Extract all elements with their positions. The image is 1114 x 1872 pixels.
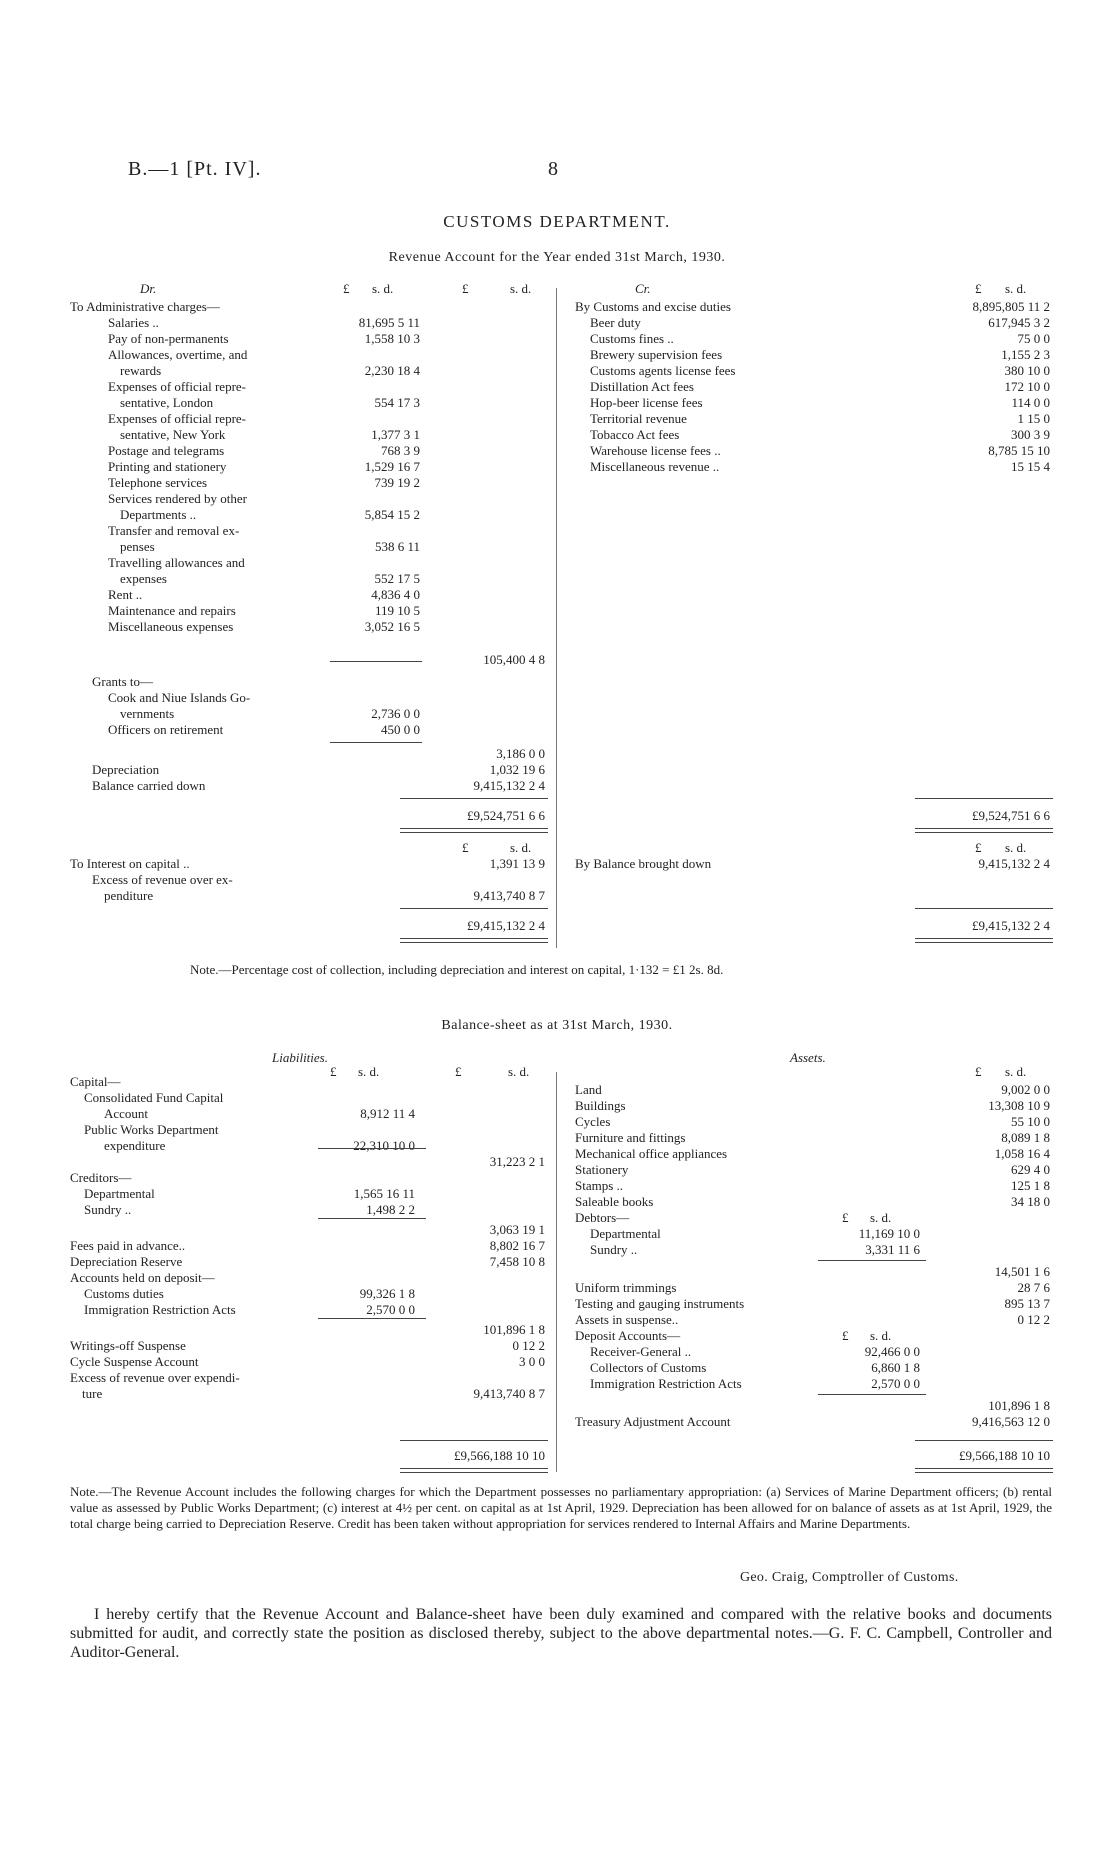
- bs-excess-label-2: ture: [82, 1386, 103, 1401]
- capital-total: 31,223 2 1: [489, 1154, 545, 1169]
- excess-label-2: penditure: [104, 888, 154, 903]
- creditors-total: 3,063 19 1: [489, 1222, 545, 1237]
- liabilities-total: £9,566,188 10 10: [454, 1448, 545, 1463]
- dr-item-amount: 538 6 11: [374, 539, 420, 554]
- dr-item-amount: 1,529 16 7: [364, 459, 420, 474]
- dr-total-rule-top: [400, 798, 548, 799]
- col-sd-4: s. d.: [510, 840, 532, 855]
- cr-item-label: Brewery supervision fees: [590, 347, 723, 362]
- cr-item-amount: 1,155 2 3: [1001, 347, 1050, 362]
- accounts-deposit-heading: Accounts held on deposit—: [70, 1270, 215, 1285]
- dr-item-label-cont: expenses: [120, 571, 167, 586]
- asset-label: Mechanical office appliances: [575, 1146, 728, 1161]
- capital-item-label-cont: expenditure: [104, 1138, 166, 1153]
- bs-col-pound-3: £: [975, 1064, 982, 1079]
- grant-item-amount: 450 0 0: [381, 722, 420, 737]
- creditor-label: Departmental: [84, 1186, 155, 1201]
- col-pound-2: £: [462, 281, 469, 296]
- suspense-amount: 0 12 2: [1017, 1312, 1050, 1327]
- page-number: 8: [548, 158, 559, 180]
- cr-item-amount: 114 0 0: [1011, 395, 1050, 410]
- dr-item-label: Salaries ..: [108, 315, 159, 330]
- col-pound-1: £: [343, 281, 350, 296]
- dr-item-label-cont: penses: [120, 539, 155, 554]
- revenue-account-title: Revenue Account for the Year ended 31st March, 1930.: [388, 250, 726, 265]
- cr-item-amount: 617,945 3 2: [988, 315, 1050, 330]
- grants-heading: Grants to—: [92, 674, 154, 689]
- assets-total: £9,566,188 10 10: [959, 1448, 1050, 1463]
- page-ref: B.—1 [Pt. IV].: [128, 158, 262, 180]
- dr-item-amount: 4,836 4 0: [371, 587, 420, 602]
- dr-item-label: Pay of non-permanents: [108, 331, 229, 346]
- dr-item-label: Expenses of official repre-: [108, 411, 247, 426]
- dr-item-label: Rent ..: [108, 587, 143, 602]
- dr-item-amount: 119 10 5: [374, 603, 420, 618]
- balance-brought-down-label: By Balance brought down: [575, 856, 712, 871]
- cr-item-label: Customs agents license fees: [590, 363, 736, 378]
- cr-item-amount: 8,895,805 11 2: [972, 299, 1050, 314]
- fees-label: Fees paid in advance..: [70, 1238, 186, 1253]
- col-sd-1: s. d.: [372, 281, 394, 296]
- balance-sheet-title: Balance-sheet as at 31st March, 1930.: [441, 1018, 673, 1033]
- deposit-account-label: Immigration Restriction Acts: [84, 1302, 236, 1317]
- asset-label: Land: [575, 1082, 602, 1097]
- col-pound-5: £: [975, 840, 982, 855]
- creditors-heading: Creditors—: [70, 1170, 132, 1185]
- admin-subtotal-rule: [330, 661, 422, 662]
- capital-item-label: Public Works Department: [84, 1122, 219, 1137]
- dr-item-label: Printing and stationery: [108, 459, 227, 474]
- dr-item-amount: 552 17 5: [374, 571, 420, 586]
- capital-item-label-cont: Account: [104, 1106, 149, 1121]
- asset-amount: 125 1 8: [1011, 1178, 1050, 1193]
- deposit-amount: 6,860 1 8: [871, 1360, 920, 1375]
- dr-item-label: Miscellaneous expenses: [108, 619, 234, 634]
- asset-amount: 13,308 10 9: [988, 1098, 1050, 1113]
- bs-col-pound-1: £: [330, 1064, 337, 1079]
- assets-label: Assets.: [790, 1050, 826, 1065]
- cr-total-rule-top: [915, 798, 1053, 799]
- debtors-col-pound: £: [842, 1210, 849, 1225]
- capital-item-amount: 22,310 10 0: [353, 1138, 415, 1153]
- capital-subtotal-rule: [318, 1148, 426, 1149]
- cr-item-amount: 15 15 4: [1011, 459, 1050, 474]
- signature: Geo. Craig, Comptroller of Customs.: [740, 1570, 959, 1585]
- fees-amount: 8,802 16 7: [489, 1238, 545, 1253]
- testing-amount: 895 13 7: [1004, 1296, 1050, 1311]
- dr-item-label: Expenses of official repre-: [108, 379, 247, 394]
- deposits-subtotal-rule: [818, 1394, 926, 1395]
- asset-amount: 8,089 1 8: [1001, 1130, 1050, 1145]
- dr-item-label-cont: rewards: [120, 363, 162, 378]
- debtor-label: Departmental: [590, 1226, 661, 1241]
- creditors-subtotal-rule: [318, 1218, 426, 1219]
- cr-label: Cr.: [635, 281, 651, 296]
- dr-item-label-cont: sentative, London: [120, 395, 214, 410]
- cr-item-amount: 300 3 9: [1011, 427, 1050, 442]
- dr2-total-double-rule: [400, 938, 548, 943]
- asset-amount: 34 18 0: [1011, 1194, 1050, 1209]
- balance-carried-down-amount: 9,415,132 2 4: [473, 778, 545, 793]
- assets-total-rule-top: [915, 1440, 1053, 1441]
- cr-item-label: Beer duty: [590, 315, 641, 330]
- cr-item-label: By Customs and excise duties: [575, 299, 731, 314]
- cr-total-double-rule: [915, 828, 1053, 833]
- deposit-account-amount: 99,326 1 8: [359, 1286, 415, 1301]
- cr-item-amount: 75 0 0: [1017, 331, 1050, 346]
- asset-amount: 629 4 0: [1011, 1162, 1050, 1177]
- dr-item-amount: 1,558 10 3: [364, 331, 420, 346]
- debtor-label: Sundry ..: [590, 1242, 638, 1257]
- admin-total: 105,400 4 8: [483, 652, 545, 667]
- deposit-account-label: Customs duties: [84, 1286, 164, 1301]
- dr-item-label: Travelling allowances and: [108, 555, 245, 570]
- testing-label: Testing and gauging instruments: [575, 1296, 745, 1311]
- dr-item-label-cont: Departments ..: [120, 507, 197, 522]
- deposits-total: 101,896 1 8: [988, 1398, 1050, 1413]
- writings-off-label: Writings-off Suspense: [70, 1338, 186, 1353]
- dr-item-label: Transfer and removal ex-: [108, 523, 240, 538]
- debtors-col-sd: s. d.: [870, 1210, 892, 1225]
- deposit-label: Immigration Restriction Acts: [590, 1376, 742, 1391]
- accounts-subtotal-rule: [318, 1318, 426, 1319]
- dr-grand-total: £9,524,751 6 6: [467, 808, 545, 823]
- dr-total-double-rule: [400, 828, 548, 833]
- capital-item-amount: 8,912 11 4: [360, 1106, 415, 1121]
- balance-carried-down-label: Balance carried down: [92, 778, 206, 793]
- asset-label: Stamps ..: [575, 1178, 624, 1193]
- grants-subtotal-rule: [330, 742, 422, 743]
- depreciation-amount: 1,032 19 6: [489, 762, 545, 777]
- deposit-label: Receiver-General ..: [590, 1344, 692, 1359]
- liabilities-label: Liabilities.: [272, 1050, 328, 1065]
- cr-item-label: Distillation Act fees: [590, 379, 694, 394]
- creditor-amount: 1,565 16 11: [353, 1186, 415, 1201]
- dr-item-amount: 5,854 15 2: [364, 507, 420, 522]
- capital-item-label: Consolidated Fund Capital: [84, 1090, 224, 1105]
- cr-item-label: Hop-beer license fees: [590, 395, 703, 410]
- liab-total-double-rule: [400, 1468, 548, 1473]
- debtors-subtotal-rule: [818, 1260, 926, 1261]
- department-title: CUSTOMS DEPARTMENT.: [443, 212, 671, 231]
- deposit-label: Collectors of Customs: [590, 1360, 707, 1375]
- auditor-certificate: I hereby certify that the Revenue Account and Balance-sheet have been duly examined and compared with the relative books and documents submitted for audit, and correctly state the position as disclosed thereby, subject to the above departmental notes.—G. F. C. Campbell, Controller and Auditor-General.: [70, 1606, 1052, 1661]
- dr-item-label: Maintenance and repairs: [108, 603, 236, 618]
- dr-item-label-cont: sentative, New York: [120, 427, 226, 442]
- asset-label: Buildings: [575, 1098, 626, 1113]
- cr2-total-double-rule: [915, 938, 1053, 943]
- creditor-label: Sundry ..: [84, 1202, 132, 1217]
- creditor-amount: 1,498 2 2: [366, 1202, 415, 1217]
- cr-item-label: Miscellaneous revenue ..: [590, 459, 720, 474]
- col-pound-3: £: [975, 281, 982, 296]
- asset-amount: 1,058 16 4: [994, 1146, 1050, 1161]
- asset-amount: 9,002 0 0: [1001, 1082, 1050, 1097]
- bs-col-sd-1: s. d.: [358, 1064, 380, 1079]
- col-sd-5: s. d.: [1005, 840, 1027, 855]
- bs-col-sd-2: s. d.: [508, 1064, 530, 1079]
- cycle-suspense-label: Cycle Suspense Account: [70, 1354, 199, 1369]
- depreciation-reserve-label: Depreciation Reserve: [70, 1254, 183, 1269]
- debtor-amount: 3,331 11 6: [865, 1242, 920, 1257]
- deposit-amount: 92,466 0 0: [864, 1344, 920, 1359]
- dr-item-amount: 1,377 3 1: [371, 427, 420, 442]
- cr2-total: £9,415,132 2 4: [972, 918, 1050, 933]
- cr-item-amount: 8,785 15 10: [988, 443, 1050, 458]
- liab-total-rule-top: [400, 1440, 548, 1441]
- treasury-label: Treasury Adjustment Account: [575, 1414, 731, 1429]
- dr-item-label: Telephone services: [108, 475, 208, 490]
- asset-label: Furniture and fittings: [575, 1130, 686, 1145]
- dr-item-amount: 739 19 2: [374, 475, 420, 490]
- excess-amount: 9,413,740 8 7: [473, 888, 545, 903]
- treasury-amount: 9,416,563 12 0: [972, 1414, 1050, 1429]
- debtors-total: 14,501 1 6: [994, 1264, 1050, 1279]
- bs-column-divider: [556, 1072, 557, 1472]
- grant-item-label: Cook and Niue Islands Go-: [108, 690, 251, 705]
- asset-label: Stationery: [575, 1162, 629, 1177]
- bs-excess-label-1: Excess of revenue over expendi-: [70, 1370, 240, 1385]
- grant-item-amount: 2,736 0 0: [371, 706, 420, 721]
- grants-total: 3,186 0 0: [496, 746, 545, 761]
- cr-grand-total: £9,524,751 6 6: [972, 808, 1050, 823]
- deposit-heading: Deposit Accounts—: [575, 1328, 681, 1343]
- deposit-account-amount: 2,570 0 0: [366, 1302, 415, 1317]
- bs-col-sd-3: s. d.: [1005, 1064, 1027, 1079]
- uniform-label: Uniform trimmings: [575, 1280, 677, 1295]
- revenue-note: Note.—Percentage cost of collection, including depreciation and interest on capital, 1·132 = £1 2s. 8d.: [190, 962, 724, 977]
- capital-heading: Capital—: [70, 1074, 121, 1089]
- asset-amount: 55 10 0: [1011, 1114, 1050, 1129]
- depreciation-reserve-amount: 7,458 10 8: [489, 1254, 545, 1269]
- deposit-col-pound: £: [842, 1328, 849, 1343]
- col-pound-4: £: [462, 840, 469, 855]
- suspense-label: Assets in suspense..: [575, 1312, 679, 1327]
- debtors-heading: Debtors—: [575, 1210, 630, 1225]
- dr-item-label: Allowances, overtime, and: [108, 347, 248, 362]
- cr-item-label: Tobacco Act fees: [590, 427, 680, 442]
- balance-note: Note.—The Revenue Account includes the following charges for which the Department possesses no parliamentary appropriation: (a) Services of Marine Department officers; (b) rental value as assessed by Public Works Department; (c) interest at 4½ per cent. on capital as at 1st April, 1929. Depreciation has been allowed for on balance of assets as at 1st April, 1929, the total charge being carried to Depreciation Reserve. Credit has been taken without appropriation for services rendered to Internal Affairs and Marine Departments.: [70, 1484, 1052, 1531]
- interest-label: To Interest on capital ..: [70, 856, 190, 871]
- excess-label-1: Excess of revenue over ex-: [92, 872, 233, 887]
- cr-item-label: Customs fines ..: [590, 331, 674, 346]
- cr-item-amount: 172 10 0: [1004, 379, 1050, 394]
- balance-brought-down-amount: 9,415,132 2 4: [978, 856, 1050, 871]
- dr-item-amount: 554 17 3: [374, 395, 420, 410]
- cycle-suspense-amount: 3 0 0: [519, 1354, 545, 1369]
- asset-label: Cycles: [575, 1114, 611, 1129]
- dr-item-label: Services rendered by other: [108, 491, 247, 506]
- depreciation-label: Depreciation: [92, 762, 160, 777]
- cr-item-label: Territorial revenue: [590, 411, 687, 426]
- bs-col-pound-2: £: [455, 1064, 462, 1079]
- writings-off-amount: 0 12 2: [512, 1338, 545, 1353]
- asset-label: Saleable books: [575, 1194, 654, 1209]
- debtor-amount: 11,169 10 0: [858, 1226, 920, 1241]
- dr2-total-rule-top: [400, 908, 548, 909]
- deposit-col-sd: s. d.: [870, 1328, 892, 1343]
- dr-item-amount: 768 3 9: [381, 443, 420, 458]
- col-sd-2: s. d.: [510, 281, 532, 296]
- admin-heading: To Administrative charges—: [70, 299, 220, 314]
- dr-item-label: Postage and telegrams: [108, 443, 225, 458]
- cr-item-label: Warehouse license fees ..: [590, 443, 721, 458]
- interest-amount: 1,391 13 9: [489, 856, 545, 871]
- bs-excess-amount: 9,413,740 8 7: [473, 1386, 545, 1401]
- column-divider: [556, 288, 557, 948]
- cr2-total-rule-top: [915, 908, 1053, 909]
- dr2-total: £9,415,132 2 4: [467, 918, 545, 933]
- dr-item-amount: 3,052 16 5: [364, 619, 420, 634]
- uniform-amount: 28 7 6: [1017, 1280, 1050, 1295]
- dr-item-amount: 81,695 5 11: [358, 315, 420, 330]
- cr-item-amount: 1 15 0: [1017, 411, 1050, 426]
- grant-item-label-cont: vernments: [120, 706, 175, 721]
- deposit-amount: 2,570 0 0: [871, 1376, 920, 1391]
- grant-item-label: Officers on retirement: [108, 722, 224, 737]
- cr-item-amount: 380 10 0: [1004, 363, 1050, 378]
- accounts-total: 101,896 1 8: [483, 1322, 545, 1337]
- dr-label: Dr.: [140, 281, 157, 296]
- assets-total-double-rule: [915, 1468, 1053, 1473]
- dr-item-amount: 2,230 18 4: [364, 363, 420, 378]
- col-sd-3: s. d.: [1005, 281, 1027, 296]
